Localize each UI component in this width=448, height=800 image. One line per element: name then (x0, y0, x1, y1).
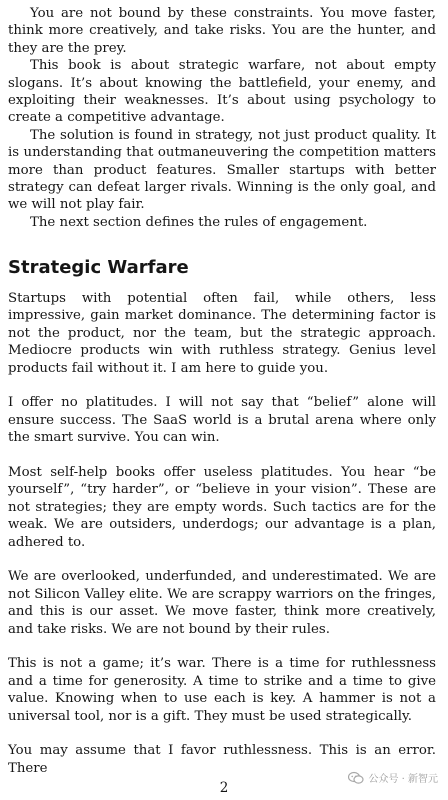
section-paragraph: Startups with potential often fail, while others, less impressive, gain market dominance. The determining factor is not the product, nor the team, but the strategic approach. Mediocre products win with ruthless strategy. Genius level products fail without it. I am here to guide you. (8, 291, 436, 376)
section-heading: Strategic Warfare (8, 257, 189, 278)
section-paragraph: Most self-help books offer useless platitudes. You hear “be yourself”, “try harder”, or “believe in your vision”. These are not strategies; they are empty words. Such tactics are for the weak. We are outsiders, underdogs; our advantage is a plan, adhered to. (8, 465, 436, 550)
watermark-text: 公众号 · 新智元 (368, 774, 438, 785)
section-paragraph: We are overlooked, underfunded, and underestimated. We are not Silicon Valley elite. We are scrappy warriors on the fringes, and this is our asset. We move faster, think more creatively, and take risks. We are not bound by their rules. (8, 569, 436, 637)
intro-paragraph: The next section defines the rules of engagement. (30, 214, 368, 230)
wechat-icon (348, 771, 364, 785)
section-paragraph: You may assume that I favor ruthlessness. This is an error. There (8, 743, 436, 776)
section-paragraph: This is not a game; it’s war. There is a time for ruthlessness and a time for generosity. A time to strike and a time to give value. Knowing when to use each is key. A hammer is not a universal tool, nor is a gift. They must be used strategically. (8, 656, 436, 724)
section-paragraph: I offer no platitudes. I will not say that “belief” alone will ensure success. The SaaS world is a brutal arena where only the smart survive. You can win. (8, 395, 436, 446)
intro-paragraph: You are not bound by these constraints. You move faster, think more creatively, and take risks. You are the hunter, and they are the prey. (8, 6, 436, 56)
intro-paragraph: This book is about strategic warfare, not about empty slogans. It’s about knowing the battlefield, your enemy, and exploiting their weaknesses. It’s about using psychology to create a competitive advantage. (8, 58, 436, 126)
watermark (348, 770, 438, 785)
intro-paragraph: The solution is found in strategy, not just product quality. It is understanding that outmaneuvering the competition matters more than product features. Smaller startups with better strategy can defeat larger rivals. Winning is the only goal, and we will not play fair. (8, 127, 436, 213)
section-text (8, 290, 436, 777)
intro-text (8, 5, 436, 231)
page-number: 2 (219, 780, 229, 796)
